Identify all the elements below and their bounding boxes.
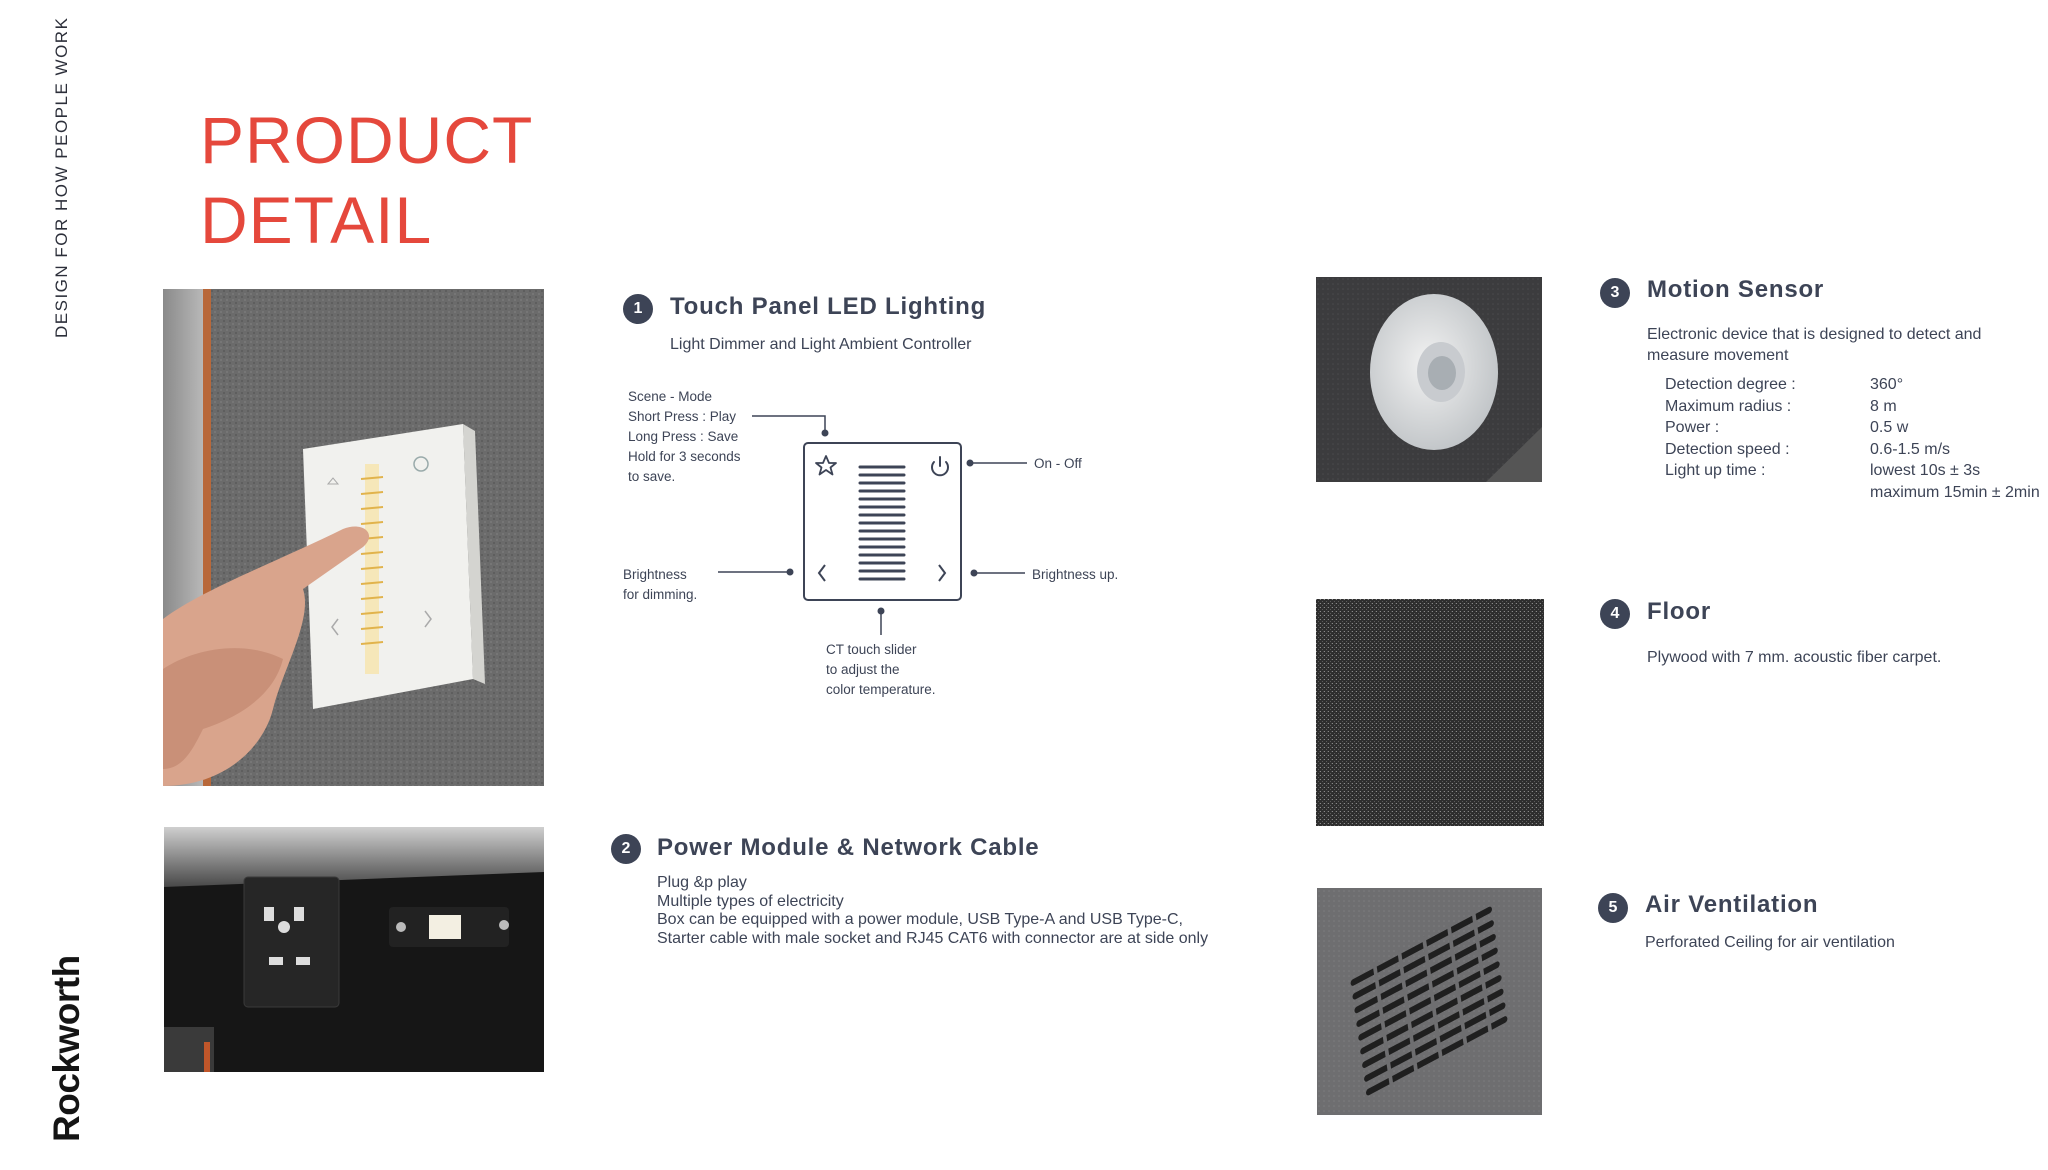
scene-mode-line: Short Press : Play bbox=[628, 409, 737, 424]
spec-value: lowest 10s ± 3s bbox=[1870, 462, 1981, 479]
motion-sensor-photo bbox=[1316, 277, 1542, 482]
spec-row bbox=[1665, 417, 2040, 439]
spec-label: Light up time : bbox=[1665, 462, 1766, 479]
floor-description: Plywood with 7 mm. acoustic fiber carpet. bbox=[1647, 649, 1942, 666]
on-off-label: On - Off bbox=[1034, 456, 1082, 471]
section-4-badge: 4 bbox=[1600, 599, 1630, 629]
air-ventilation-photo bbox=[1317, 888, 1542, 1115]
motion-sensor-desc-line: Electronic device that is designed to detect and bbox=[1647, 326, 1982, 343]
spec-value: 360° bbox=[1870, 376, 1904, 393]
spec-label: Power : bbox=[1665, 419, 1720, 436]
ct-slider-line: to adjust the bbox=[826, 662, 900, 677]
section-1-badge: 1 bbox=[623, 294, 653, 324]
power-module-line: Multiple types of electricity bbox=[657, 892, 844, 910]
scene-mode-line: Long Press : Save bbox=[628, 429, 739, 444]
brightness-down-line: for dimming. bbox=[623, 587, 698, 602]
ct-slider-label bbox=[826, 640, 936, 700]
power-module-line: Box can be equipped with a power module, USB Type-A and USB Type-C, bbox=[657, 911, 1183, 928]
touch-panel-diagram bbox=[600, 400, 1160, 640]
spec-label: Detection speed : bbox=[1665, 440, 1790, 458]
spec-value: 0.6-1.5 m/s bbox=[1870, 440, 1951, 458]
spec-label: Detection degree : bbox=[1665, 376, 1796, 393]
touch-panel-photo bbox=[163, 289, 544, 786]
power-module-heading: Power Module & Network Cable bbox=[657, 834, 1040, 861]
ct-slider-line: CT touch slider bbox=[826, 642, 917, 657]
section-2-badge: 2 bbox=[611, 834, 641, 864]
spec-label: Maximum radius : bbox=[1665, 397, 1792, 415]
power-module-line: Starter cable with male socket and RJ45 CAT6 with connector are at side only bbox=[657, 929, 1209, 947]
spec-row bbox=[1665, 396, 2040, 418]
page-title-line-1: PRODUCT bbox=[200, 103, 534, 177]
spec-row bbox=[1665, 439, 2040, 461]
motion-sensor-specs bbox=[1665, 374, 2040, 503]
spec-value: maximum 15min ± 2min bbox=[1870, 483, 2040, 501]
motion-sensor-description bbox=[1647, 324, 1981, 366]
spec-row bbox=[1665, 460, 2040, 503]
spec-value: 8 m bbox=[1870, 397, 1897, 415]
page-title-line-2: DETAIL bbox=[200, 183, 433, 257]
brand-logo: Rockworth bbox=[46, 955, 87, 1142]
scene-mode-line: Hold for 3 seconds bbox=[628, 449, 741, 464]
slider-bars-icon bbox=[860, 467, 904, 579]
air-ventilation-description: Perforated Ceiling for air ventilation bbox=[1645, 934, 1895, 951]
air-ventilation-heading: Air Ventilation bbox=[1645, 891, 1819, 918]
page-title bbox=[200, 100, 533, 260]
touch-panel-subtitle: Light Dimmer and Light Ambient Controller bbox=[670, 336, 972, 353]
scene-mode-line: to save. bbox=[628, 469, 676, 484]
power-module-line: Plug &p play bbox=[657, 874, 747, 891]
power-module-description bbox=[657, 874, 1208, 948]
motion-sensor-desc-line: measure movement bbox=[1647, 347, 1789, 364]
ct-slider-line: color temperature. bbox=[826, 682, 936, 697]
brightness-up-label: Brightness up. bbox=[1032, 567, 1119, 582]
spec-value: 0.5 w bbox=[1870, 419, 1909, 436]
brightness-down-line: Brightness bbox=[623, 567, 687, 582]
power-module-photo bbox=[164, 827, 544, 1072]
floor-carpet-photo bbox=[1316, 599, 1544, 826]
spec-row bbox=[1665, 374, 2040, 396]
section-5-badge: 5 bbox=[1598, 893, 1628, 923]
side-tagline: DESIGN FOR HOW PEOPLE WORK bbox=[52, 16, 71, 338]
touch-panel-heading: Touch Panel LED Lighting bbox=[670, 293, 987, 320]
section-3-badge: 3 bbox=[1600, 278, 1630, 308]
motion-sensor-heading: Motion Sensor bbox=[1647, 276, 1825, 303]
scene-mode-line: Scene - Mode bbox=[628, 389, 713, 404]
floor-heading: Floor bbox=[1647, 598, 1711, 625]
